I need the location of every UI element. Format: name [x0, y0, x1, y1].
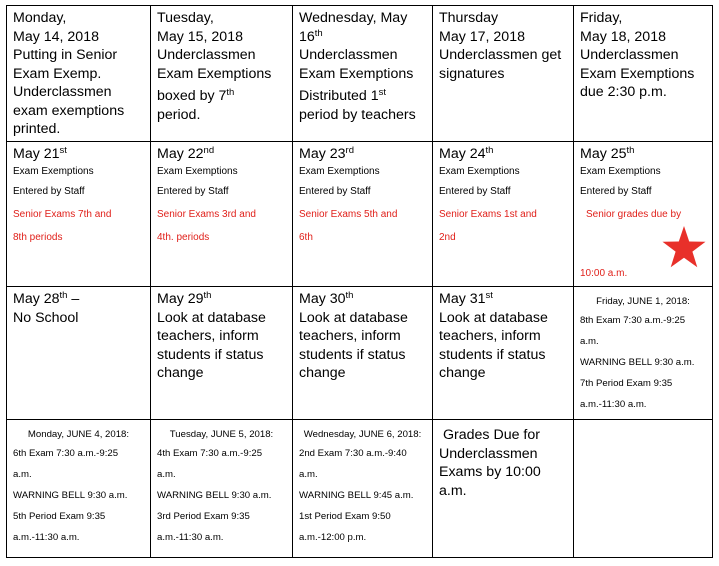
- senior-exam-note: Senior Exams 5th and: [299, 208, 398, 220]
- cell-line: boxed by 7th: [157, 86, 235, 104]
- senior-exam-note: Senior Exams 1st and: [439, 208, 537, 220]
- cell-line: Friday,: [580, 10, 623, 26]
- cell-line: Grades Due for: [443, 427, 540, 443]
- cell-line: printed.: [13, 121, 61, 137]
- cell-line: Distributed 1st: [299, 86, 387, 104]
- cell-line: May 14, 2018: [13, 28, 99, 45]
- cell-line: 2nd Exam 7:30 a.m.-9:40: [299, 448, 407, 459]
- cell-monday-may-14: [7, 6, 151, 142]
- cell-line: signatures: [439, 65, 505, 82]
- calendar-row-week-may-28: [7, 287, 713, 420]
- cell-may-31: [433, 287, 574, 420]
- cell-line: May 15, 2018: [157, 28, 243, 45]
- cell-line: Exams by 10:00: [439, 464, 541, 480]
- cell-line: Putting in Senior: [13, 47, 118, 63]
- exam-day-heading: Friday, JUNE 1, 2018:: [596, 296, 690, 307]
- cell-line: WARNING BELL 9:30 a.m.: [13, 490, 128, 501]
- cell-line: Exam Exemptions: [580, 165, 661, 177]
- cell-thursday-may-17: [433, 6, 574, 142]
- cell-line: a.m.: [580, 336, 599, 347]
- cell-line: Entered by Staff: [580, 185, 652, 197]
- cell-empty: [574, 420, 713, 558]
- cell-may-23: [293, 142, 433, 287]
- cell-line: a.m.-12:00 p.m.: [299, 532, 367, 543]
- cell-line: teachers, inform: [439, 328, 541, 344]
- cell-line: a.m.-11:30 a.m.: [157, 532, 224, 543]
- senior-exam-note: 8th periods: [13, 231, 63, 243]
- exam-day-heading: Tuesday, JUNE 5, 2018:: [169, 429, 274, 440]
- cell-line: Entered by Staff: [157, 185, 229, 197]
- cell-line: period by teachers: [299, 106, 416, 123]
- cell-line: change: [157, 365, 204, 381]
- cell-line: period.: [157, 106, 201, 123]
- cell-line: 8th Exam 7:30 a.m.-9:25: [580, 315, 686, 326]
- cell-line: WARNING BELL 9:30 a.m.: [157, 490, 272, 501]
- cell-line: Underclassmen: [157, 47, 256, 63]
- cell-line: Exam Exemptions: [157, 165, 238, 177]
- cell-friday-may-18: [574, 6, 713, 142]
- cell-line: Underclassmen: [439, 445, 538, 462]
- cell-line: Thursday: [439, 10, 499, 26]
- cell-date: May 23rd: [299, 144, 354, 162]
- cell-line: May 17, 2018: [439, 28, 525, 45]
- no-school-note: No School: [13, 309, 79, 326]
- cell-line: teachers, inform: [157, 328, 259, 344]
- cell-date: May 31st: [439, 289, 493, 307]
- senior-exam-note: 2nd: [439, 231, 456, 243]
- cell-line: Entered by Staff: [13, 185, 85, 197]
- cell-date: May 24th: [439, 144, 494, 162]
- cell-line: Exam Exemp.: [13, 65, 102, 82]
- cell-line: 4th Exam 7:30 a.m.-9:25: [157, 448, 263, 459]
- cell-line: 7th Period Exam 9:35: [580, 378, 673, 389]
- senior-exam-note: Senior grades due by: [586, 208, 682, 220]
- cell-line: exam exemptions: [13, 102, 125, 119]
- cell-line: Underclassmen: [13, 84, 112, 100]
- calendar-row-week-may-21: [7, 142, 713, 287]
- cell-line: teachers, inform: [299, 328, 401, 344]
- cell-line: Look at database: [157, 309, 266, 326]
- cell-may-25: [574, 142, 713, 287]
- cell-monday-june-4: [7, 420, 151, 558]
- cell-line: Wednesday, May: [299, 10, 408, 26]
- cell-date: May 30th: [299, 289, 354, 307]
- star-icon: [662, 226, 706, 268]
- cell-line: 3rd Period Exam 9:35: [157, 511, 250, 522]
- cell-line: a.m.: [439, 482, 467, 499]
- cell-line: Underclassmen get: [439, 47, 562, 63]
- senior-exam-note: 4th. periods: [157, 231, 210, 243]
- cell-line: a.m.-11:30 a.m.: [13, 532, 80, 543]
- cell-wednesday-june-6: [293, 420, 433, 558]
- cell-may-29: [151, 287, 293, 420]
- cell-line: due 2:30 p.m.: [580, 84, 667, 100]
- cell-line: WARNING BELL 9:45 a.m.: [299, 490, 414, 501]
- cell-line: Exam Exemptions: [580, 65, 695, 82]
- cell-line: a.m.: [299, 469, 318, 480]
- cell-line: change: [439, 365, 486, 381]
- cell-line: Exam Exemptions: [157, 65, 272, 82]
- exam-day-heading: Monday, JUNE 4, 2018:: [27, 429, 130, 440]
- cell-line: 6th Exam 7:30 a.m.-9:25: [13, 448, 119, 459]
- cell-date: May 25th: [580, 144, 635, 162]
- cell-date: May 22nd: [157, 144, 215, 162]
- cell-line: Exam Exemptions: [299, 165, 380, 177]
- cell-may-30: [293, 287, 433, 420]
- cell-may-24: [433, 142, 574, 287]
- cell-date: May 29th: [157, 289, 212, 307]
- cell-may-21: [7, 142, 151, 287]
- senior-exam-note: 10:00 a.m.: [580, 267, 628, 279]
- cell-line: WARNING BELL 9:30 a.m.: [580, 357, 695, 368]
- exam-schedule-calendar: [6, 5, 713, 558]
- cell-tuesday-june-5: [151, 420, 293, 558]
- cell-line: Underclassmen: [299, 47, 398, 63]
- calendar-row-week-may-14: [7, 6, 713, 142]
- cell-line: 16th: [299, 27, 323, 45]
- cell-friday-june-1: [574, 287, 713, 420]
- cell-grades-due: [433, 420, 574, 558]
- cell-line: a.m.: [157, 469, 176, 480]
- cell-line: Underclassmen: [580, 47, 679, 63]
- senior-exam-note: Senior Exams 3rd and: [157, 208, 256, 220]
- cell-line: 1st Period Exam 9:50: [299, 511, 391, 522]
- cell-line: students if status: [299, 346, 406, 363]
- cell-line: Entered by Staff: [439, 185, 511, 197]
- cell-line: May 18, 2018: [580, 28, 666, 45]
- senior-exam-note: 6th: [299, 231, 313, 243]
- cell-date: May 21st: [13, 144, 67, 162]
- cell-line: students if status: [439, 346, 546, 363]
- cell-line: Look at database: [439, 309, 548, 326]
- cell-line: Look at database: [299, 309, 408, 326]
- cell-line: Entered by Staff: [299, 185, 371, 197]
- exam-day-heading: Wednesday, JUNE 6, 2018:: [303, 429, 422, 440]
- senior-exam-note: Senior Exams 7th and: [13, 208, 112, 220]
- cell-wednesday-may-16: [293, 6, 433, 142]
- cell-line: 5th Period Exam 9:35: [13, 511, 106, 522]
- cell-line: students if status: [157, 346, 264, 363]
- cell-line: Tuesday,: [157, 10, 214, 26]
- cell-line: Monday,: [13, 10, 67, 26]
- cell-line: Exam Exemptions: [299, 65, 414, 82]
- cell-line: Exam Exemptions: [13, 165, 94, 177]
- cell-line: a.m.-11:30 a.m.: [580, 399, 647, 410]
- calendar-row-week-june-4: [7, 420, 713, 558]
- cell-may-28: [7, 287, 151, 420]
- cell-line: Exam Exemptions: [439, 165, 520, 177]
- cell-date: May 28th –: [13, 289, 80, 307]
- cell-line: a.m.: [13, 469, 32, 480]
- cell-tuesday-may-15: [151, 6, 293, 142]
- cell-may-22: [151, 142, 293, 287]
- cell-line: change: [299, 365, 346, 381]
